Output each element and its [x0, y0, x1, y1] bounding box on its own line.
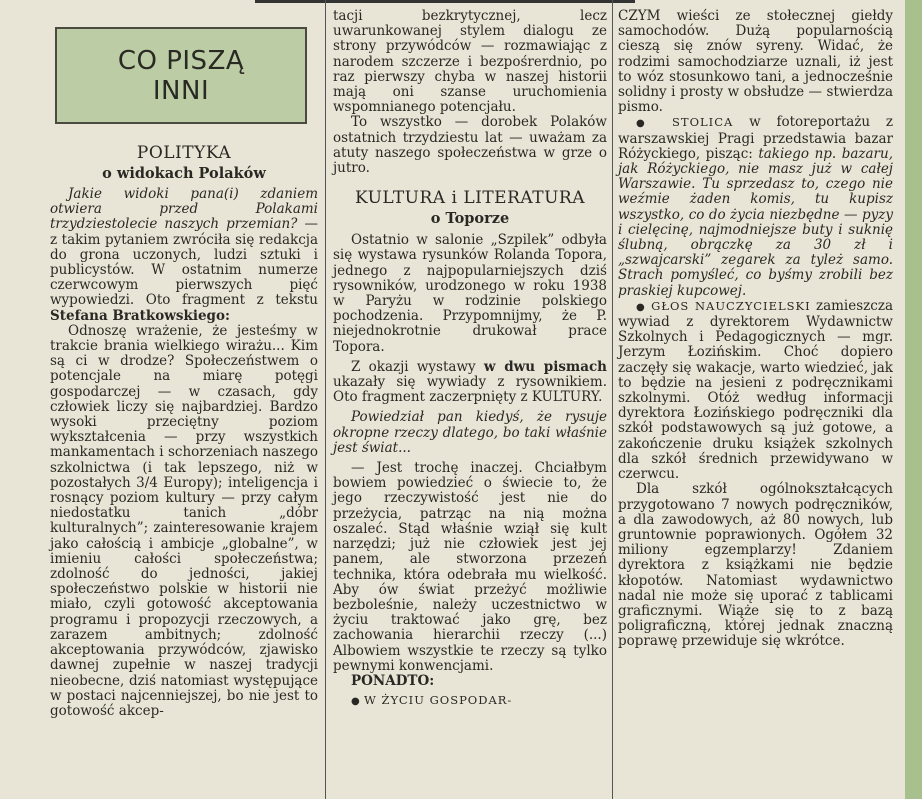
- column-divider: [612, 0, 613, 799]
- section-culture-title: KULTURA i LITERATURA: [355, 188, 585, 209]
- column-divider: [325, 0, 326, 799]
- textbooks-paragraph: Dla szkół ogólnokształcących przygotowano 7 nowych podręczników, a dla zawodowych, aż 80 nowych, lub gruntownie poprawionych. Ogółem 32 miliony egzemplarzy! Zdaniem dyrektora z książkami nie będzie kłopotów. Natomiast wydawnictwo nadal nie może się uporać z tablicami graficznymi. Wiąże się to z bazą poligraficzną, której jednak znaczną poprawę przewiduje się wkrótce.: [618, 481, 893, 650]
- bullet-lead: GŁOS NAUCZYCIELSKI: [651, 298, 811, 313]
- stolica-item: ● STOLICA w fotoreportażu z warszawskiej Pragi przedstawia bazar Różyckiego, pisząc: takiego np. bazaru, jak Różyckiego, nie masz już w całej Warszawie. Tu sprzedasz to, czego nie weźmie żaden komis, tu kupisz wszystko, co do życia niezbędne — pyzy i cielęcinę, najmodniejsze buty i suknię ślubną, obrączkę za 30 zł i „szwajcarski” zegarek za tyleż samo. Strach pomyśleć, co byśmy zrobili bez praskiej kupcowej.: [618, 114, 894, 299]
- column-header-title: CO PISZĄ INNI: [117, 45, 245, 106]
- lead-question: Jakie widoki pana(i) zdaniem otwiera przed Polakami trzydziestolecie naszych przemian?: [50, 186, 318, 233]
- column-3: [618, 9, 893, 650]
- bullet-lead: STOLICA: [672, 115, 734, 130]
- bullet-icon: ●: [636, 118, 657, 130]
- column-header-box: [55, 27, 307, 124]
- politics-continued: tacji bezkrytycznej, lecz uwarunkowanej stylem dialogu ze strony przywódców — rozmawiając z narodem szczerze i bezpośrerdnio, po raz pierwszy chyba w naszej historii mają oni szanse uruchomienia wspomnianego potencjału.: [333, 8, 607, 116]
- lead-text: — z takim pytaniem zwróciła się redakcja do grona uczonych, ludzi sztuki i publicystów. W ostatnim numerze czerwcowym pierwszych pięć wypowiedzi. Oto fragment z tekstu: [50, 216, 318, 309]
- moreover-heading: PONADTO:: [351, 672, 435, 689]
- lead-author: Stefana Bratkowskiego:: [50, 307, 230, 324]
- culture-paragraph-2: Z okazji wystawy w dwu pismach ukazały się wywiady z rysownikiem. Oto fragment zaczerpnięty z KULTURY.: [333, 358, 607, 406]
- margin-strip: [905, 0, 922, 799]
- bullet-item: [351, 693, 607, 709]
- economy-continued: CZYM wieści ze stołecznej giełdy samochodów. Dużą popularnością cieszą się znów syreny. Widać, że rodzimi samochodziarze uznali, iż jest to wóz stosunkowo tani, a jednocześnie solidny i prosty w obsłudze — stwierdza pismo.: [618, 8, 893, 116]
- bullet-icon: ●: [636, 301, 646, 313]
- bullet-icon: ●: [351, 696, 360, 708]
- stolica-quote: takiego np. bazaru, jak Różyckiego, nie masz już w całej Warszawie. Tu sprzedasz to, czego nie weźmie żaden komis, tu kupisz wszystko, co do życia niezbędne — pyzy i cielęcinę, najmodniejsze buty i suknię ślubną, obrączkę za 30 zł i „szwajcarski” zegarek za tyleż samo. Strach pomyśleć, co byśmy zrobili bez praskiej kupcowej.: [618, 145, 893, 299]
- column-1: [50, 143, 318, 719]
- culture-paragraph-1: Ostatnio w salonie „Szpilek” odbyła się wystawa rysunków Rolanda Topora, jednego z najpopularniejszych dziś rysowników, urodzonego w roku 1938 w Paryżu w rodzinie polskiego pochodzenia. Przypomnijmy, że P. niejednokrotnie drukował prace Topora.: [333, 232, 607, 355]
- section-culture-subtitle: o Toporze: [430, 210, 510, 228]
- interview-question: Powiedział pan kiedyś, że rysuje okropne rzeczy dlatego, bo taki właśnie jest świat...: [333, 409, 607, 456]
- two-magazines: w dwu pismach: [483, 358, 607, 375]
- politics-quote: Odnoszę wrażenie, że jesteśmy w trakcie brania wielkiego wirażu... Kim są ci w drodze? Społeczeństwem o potencjale na miarę potęgi gospodarczej — w czasach, gdy człowiek liczy się najbardziej. Bardzo wysoki przeciętny poziom wykształcenia — przy wszystkich mankamentach i schorzeniach naszego szkolnictwa (i tak lepszego, niż w pozostałych 3/4 Europy); inteligencja i rosnący poziom kultury — przy całym niedostatku tanich „dóbr kulturalnych”; zainteresowanie krajem jako całością i ambicje „globalne”, w imieniu całości społeczeństwa; zdolność do jedności, jakiej społeczeństwo polskie w historii nie miało, czyli gotowość akceptowania programu i propozycji rzeczowych, a zarazem ambitnych; zdolność akceptowania przywódców, zjawisko dawnej zupełnie w naszej tradycji nieobecne, dziś natomiast występujące w postaci najcenniejszej, bo nie jest to gotowość akcep-: [50, 322, 318, 719]
- politics-conclusion: To wszystko — dorobek Polaków ostatnich trzydziestu lat — uważam za atuty naszego społeczeństwa w grze o jutro.: [333, 114, 607, 177]
- politics-lead: [50, 187, 318, 324]
- top-rule: [255, 0, 635, 3]
- section-politics-title: POLITYKA: [136, 143, 232, 163]
- interview-answer: — Jest trochę inaczej. Chciałbym bowiem powiedzieć o świecie to, że jego rzeczywistość jest nie do przeżycia, patrząc na nią można oszaleć. Stąd właśnie wziął się kult narzędzi; już nie człowiek jest jej panem, ale stworzona przezeń technika, która odebrała mu wielkość. Aby ów świat przeżyć możliwie bezboleśnie, należy uczestnictwo w życiu traktować jako grę, bez zachowania hierarchii rzeczy (...) Albowiem wszystkie te rzeczy są tylko pewnymi konwencjami.: [333, 460, 607, 674]
- bullet-lead: W ŻYCIU GOSPODAR-: [364, 693, 513, 708]
- teachers-voice-item: ● GŁOS NAUCZYCIELSKI zamieszcza wywiad z dyrektorem Wydawnictw Szkolnych i Pedagogicznych — mgr. Jerzym Łozińskim. Choć dopiero zaczęły się wakacje, warto wiedzieć, jak to będzie na jesieni z podręcznikami szkolnymi. Otóż według informacji dyrektora Łozińskiego podręczniki dla szkół podstawowych są już gotowe, a zakończenie druku książek szkolnych dla szkół średnich przewidywano w czerwcu.: [618, 297, 894, 483]
- column-2: [333, 9, 607, 709]
- section-politics-subtitle: o widokach Polaków: [102, 165, 266, 182]
